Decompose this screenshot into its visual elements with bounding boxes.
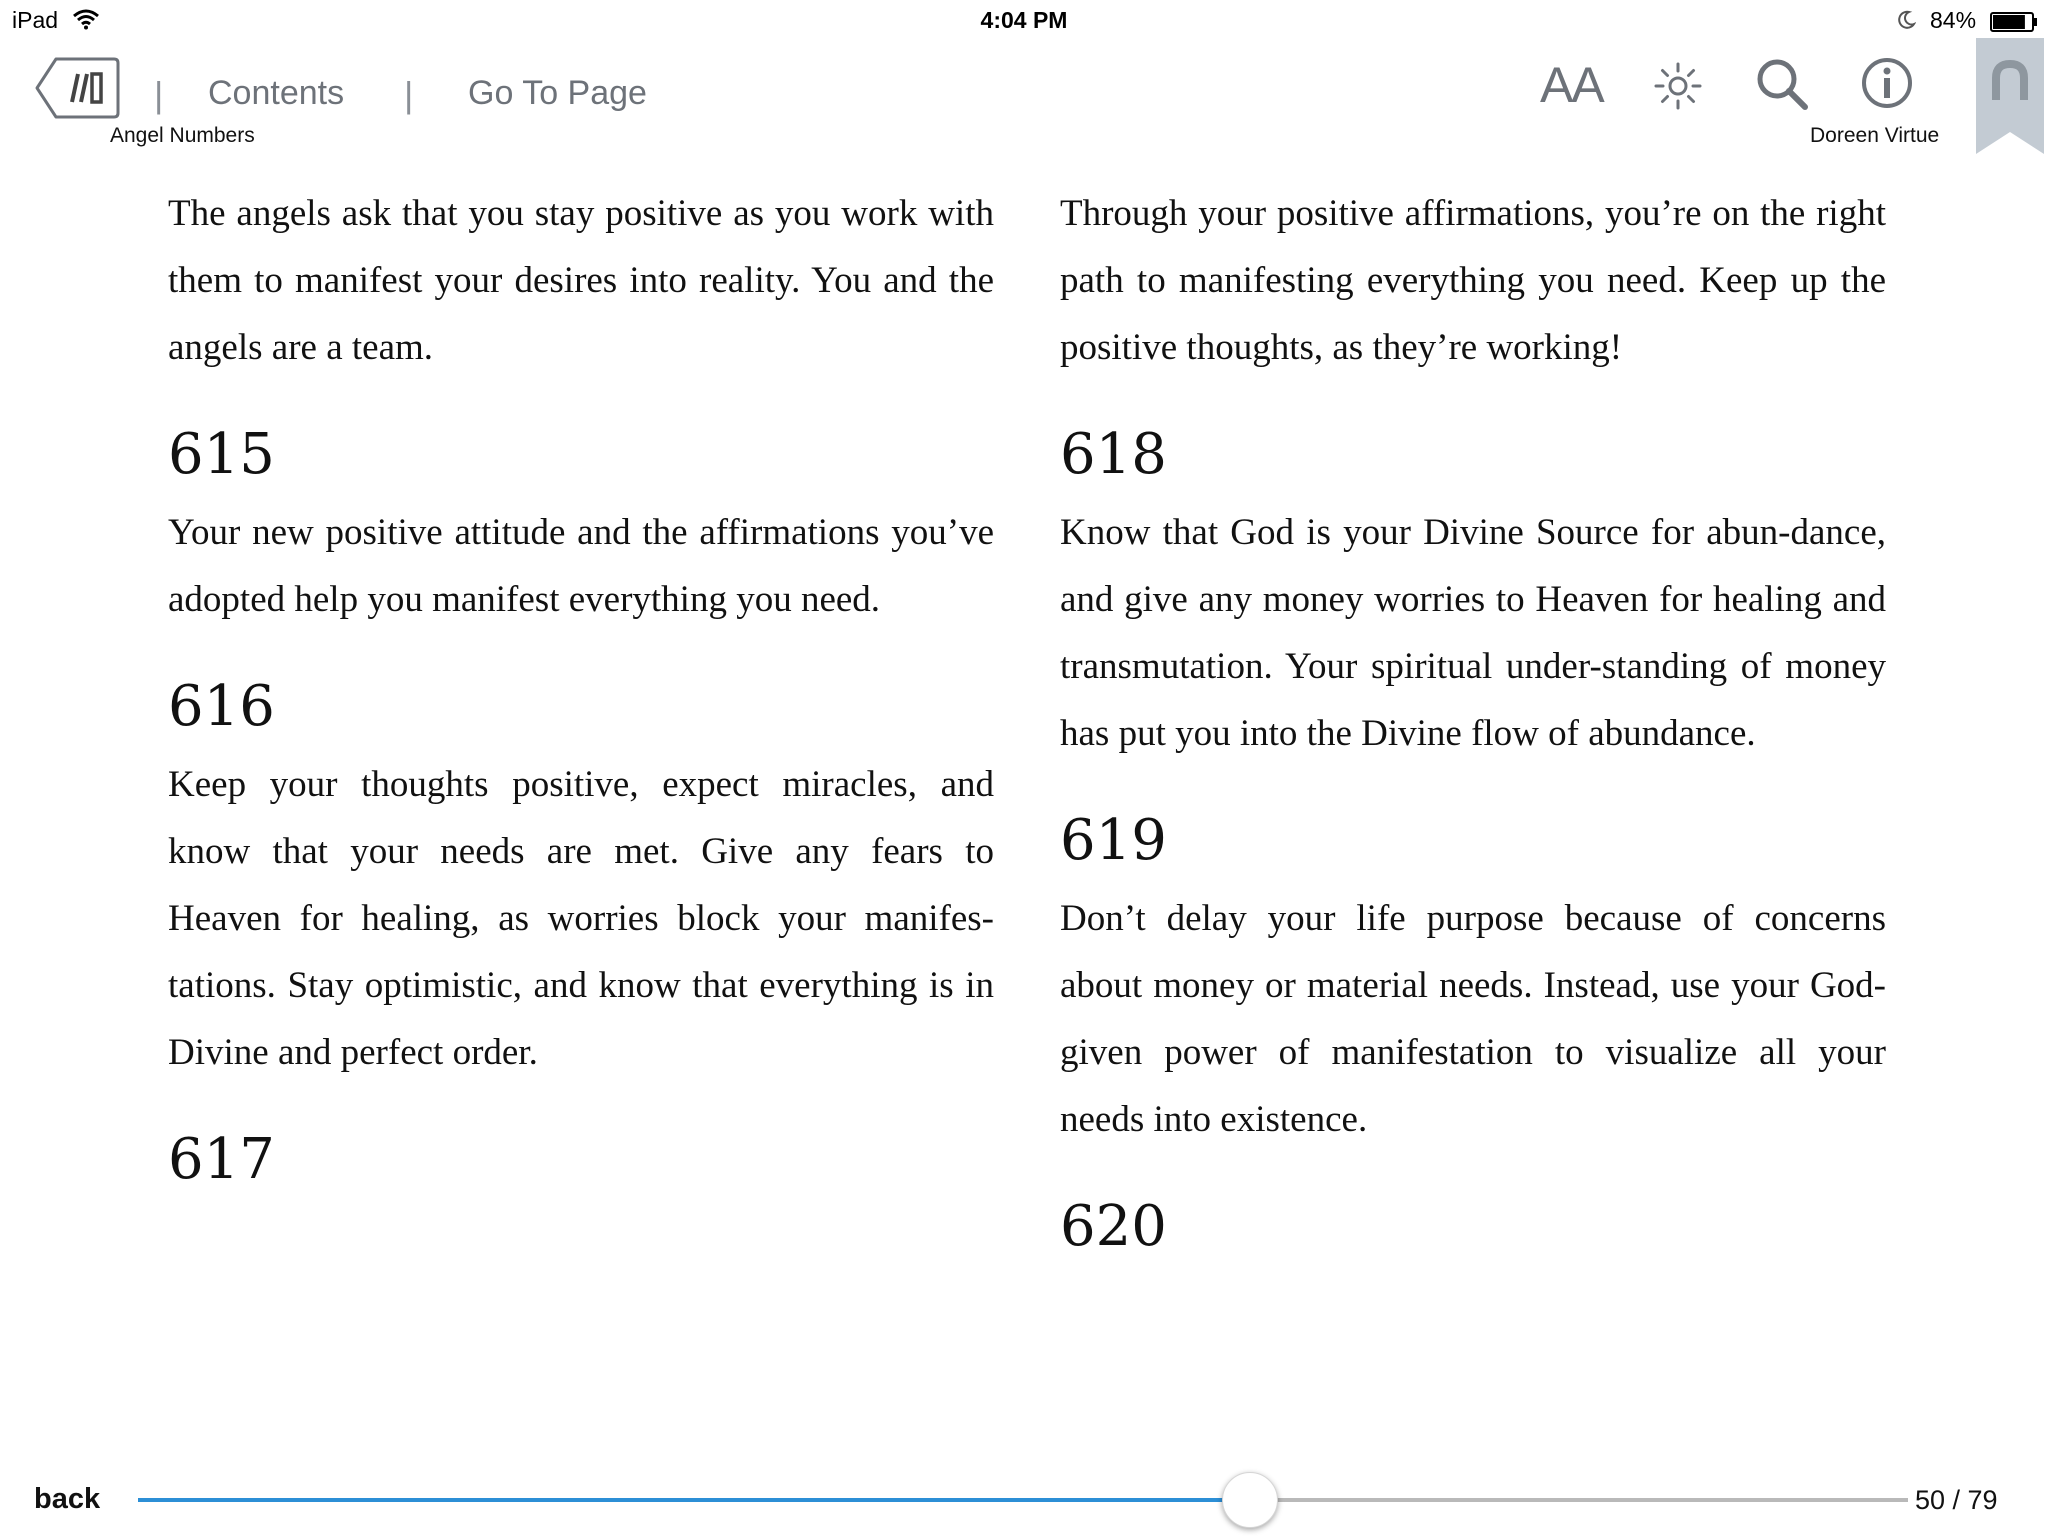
bookmark-icon[interactable] [1976,38,2044,159]
battery-icon [1990,11,2038,38]
entry-number: 618 [1060,422,1167,487]
entry-number: 617 [168,1127,275,1192]
entry-number: 620 [1060,1194,1167,1259]
entry-number: 619 [1060,808,1167,873]
book-title: Angel Numbers [110,124,255,147]
entry-number: 615 [168,422,275,487]
info-icon[interactable] [1860,56,1914,115]
toolbar-separator: | [154,74,164,115]
paragraph: Keep your thoughts positive, expect miracles, and know that your needs are met. Give any fears to Heaven for healing, as worries block your manifes-tations. Stay optimistic, and know that everything is in Divine and perfect order. [168,764,994,1073]
paragraph: Through your positive affirmations, you’re on the right path to manifesting everything you need. Keep up the positive thoughts, as they’re working! [1060,193,1886,368]
battery-percent: 84% [1930,7,1977,33]
page-slider-thumb[interactable] [1222,1472,1278,1528]
left-page-column [168,180,994,1200]
library-back-button[interactable] [34,56,120,125]
search-icon[interactable] [1754,56,1810,117]
status-bar [0,0,2048,40]
page-slider-progress [138,1498,1250,1502]
back-button[interactable]: back [34,1483,101,1515]
contents-button[interactable]: Contents [208,74,345,112]
entry-number: 616 [168,674,275,739]
do-not-disturb-icon [1896,9,1916,36]
device-label: iPad [12,7,59,33]
brightness-icon[interactable] [1652,60,1704,117]
paragraph: Your new positive attitude and the affirmations you’ve adopted help you manifest everything you need. [168,512,994,620]
library-back-icon [34,56,120,120]
font-size-icon[interactable]: AA [1540,57,1603,113]
right-page-column [1060,180,1886,1267]
page-indicator: 50 / 79 [1915,1485,1998,1515]
page-slider[interactable] [138,1498,1908,1502]
status-time: 4:04 PM [980,7,1068,33]
paragraph: The angels ask that you stay positive as you work with them to manifest your desires into reality. You and the angels are a team. [168,193,994,368]
paragraph: Know that God is your Divine Source for abun-dance, and give any money worries to Heaven for healing and transmutation. Your spiritual under-standing of money has put you into the Divine flow of abundance. [1060,512,1886,754]
paragraph: Don’t delay your life purpose because of concerns about money or material needs. Instead, use your God-given power of manifestation to visualize all your needs into existence. [1060,898,1886,1140]
toolbar-separator: | [404,74,414,115]
go-to-page-button[interactable]: Go To Page [468,74,647,112]
author-name: Doreen Virtue [1810,124,1940,147]
